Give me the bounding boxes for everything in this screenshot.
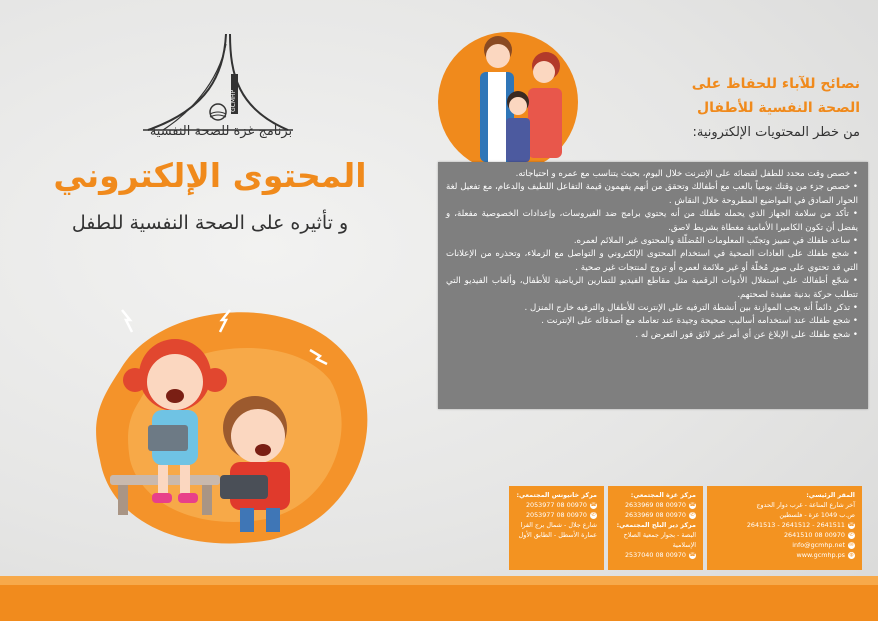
fax-icon: ✆	[690, 512, 695, 519]
tip-item: • ساعد طفلك في تمييز وتجنّب المعلومات المُضلّلة والمحتوى غير الملائم لعمره.	[446, 235, 858, 248]
contact-deirbalah-address: البصة - بجوار جمعية الصلاح الإسلامية	[623, 530, 696, 549]
advice-title-line2: الصحة النفسية للأطفال	[696, 100, 860, 116]
tip-item: • تأكد من سلامة الجهاز الذي يحمله طفلك من أنه يحتوي برامج ضد الفيروسات، وإعدادات الخصوصية مفعلة، و يفضل أن تكون الكاميرا الأمامية مغطاة بشريط لاصق.	[446, 208, 858, 235]
contact-hq-web-row	[714, 551, 855, 561]
contact-hq-phones-row	[714, 521, 855, 531]
phone-icon: ☎	[848, 522, 855, 529]
globe-icon: ◍	[849, 551, 854, 558]
contact-hq-fax-row	[714, 531, 855, 541]
fax-icon: ✆	[849, 532, 854, 539]
logo-text: برنامج غزة للصحة النفسية	[149, 124, 293, 139]
contact-gaza-fax: 00970 08 2633969	[624, 510, 686, 519]
main-title: المحتوى الإلكتروني	[53, 156, 367, 195]
tip-item: • شجّع أطفالك على استغلال الأدوات الرقمية مثل مقاطع الفيديو للتمارين الرياضية للأطفال، وألعاب الفيديو التي تتطلب حركة بدنية مفيدة لصحتهم.	[446, 275, 858, 302]
contact-khanyounis-phone-row	[516, 501, 597, 511]
contact-khanyounis-phone: 00970 08 2053977	[525, 500, 587, 509]
contact-deirbalah-phone: 00970 08 2537040	[624, 550, 686, 559]
contact-deirbalah-title: مركز دير البلح المجتمعي:	[616, 520, 696, 529]
tip-item: • شجع طفلك على الإبلاغ عن أي أمر غير لائق فور التعرض له .	[446, 329, 858, 342]
contact-hq-box	[707, 486, 862, 570]
contact-khanyounis-fax-row	[516, 511, 597, 521]
contact-khanyounis-title: مركز خانيونس المجتمعي:	[516, 491, 597, 499]
contact-gaza-box	[608, 486, 703, 570]
footer-bar	[0, 585, 878, 621]
advice-title-line1: نصائح للآباء للحفاظ على	[691, 76, 860, 92]
contact-gaza-phone-row	[615, 501, 696, 511]
contact-hq-address: آخر شارع المناعة - غرب دوار الحدوج	[756, 500, 855, 509]
advice-title-line3: من خطر المحتويات الإلكترونية:	[692, 125, 860, 140]
footer-stripe	[0, 576, 878, 585]
contact-deirbalah-phone-row	[615, 551, 696, 561]
contact-hq-phones: 2641511 - 2641512 - 2641513	[746, 520, 845, 529]
contact-gaza-phone: 00970 08 2633969	[624, 500, 686, 509]
contact-khanyounis-box	[509, 486, 604, 570]
phone-icon: ☎	[689, 551, 696, 558]
sub-title: و تأثيره على الصحة النفسية للطفل	[71, 212, 349, 234]
tip-item: • خصص جزء من وقتك يومياً بالعب مع أطفالك وتحقق من أنهم يفهمون قيمة التفاعل اللطيف والدعام، مع تفعيل لغة الحوار الصادق في المواضيع المطروحة خلال النقاش .	[446, 181, 858, 208]
fax-icon: ✆	[591, 512, 596, 519]
family-illustration	[438, 32, 598, 172]
contact-hq-website[interactable]: www.gcmhp.ps	[796, 550, 845, 559]
phone-icon: ☎	[590, 502, 597, 509]
tips-list	[446, 168, 858, 342]
tip-item: • شجع طفلك على العادات الصحية في استخدام المحتوى الإلكتروني و التواصل مع الزملاء، وتحذره من الإعلانات التي قد تحتوي على صور مُخلّة أو غير ملائمة لعمره أو تروج لمنتجات غير صحية .	[446, 248, 858, 275]
tips-panel	[438, 162, 868, 409]
contact-khanyounis-building: عمارة الأسطل - الطابق الأول	[518, 530, 597, 539]
tip-item: • خصص وقت محدد للطفل لقضائه على الإنترنت خلال اليوم، بحيث يتناسب مع عمره و احتياجاته.	[446, 168, 858, 181]
contact-gaza-fax-row	[615, 511, 696, 521]
contact-gaza-title: مركز غزة المجتمعي:	[630, 491, 696, 499]
contact-hq-fax: 00970 08 2641510	[783, 530, 845, 539]
kids-with-tablets-illustration	[80, 290, 380, 550]
contact-hq-email-row	[714, 541, 855, 551]
tip-item: • تذكر دائماً أنه يجب الموازنة بين أنشطة الترفيه على الإنترنت للأطفال والترفيه خارج المنزل .	[446, 302, 858, 315]
contact-khanyounis-street: شارع جلال - شمال برج الفرا	[520, 520, 597, 529]
logo-vertical-text: GCMHP	[230, 89, 237, 112]
tip-item: • شجع طفلك عند استخدامه أساليب صحيحة وجيدة عند تعامله مع أصدقائه على الإنترنت .	[446, 315, 858, 328]
contact-hq-pobox: ص.ب 1049 غزة - فلسطين	[779, 510, 855, 519]
contact-hq-email[interactable]: info@gcmhp.net	[792, 540, 845, 549]
phone-icon: ☎	[689, 502, 696, 509]
email-icon: ✉	[849, 542, 854, 549]
contact-khanyounis-fax: 00970 08 2053977	[525, 510, 587, 519]
contact-hq-title: المقر الرئيسي:	[806, 491, 855, 499]
